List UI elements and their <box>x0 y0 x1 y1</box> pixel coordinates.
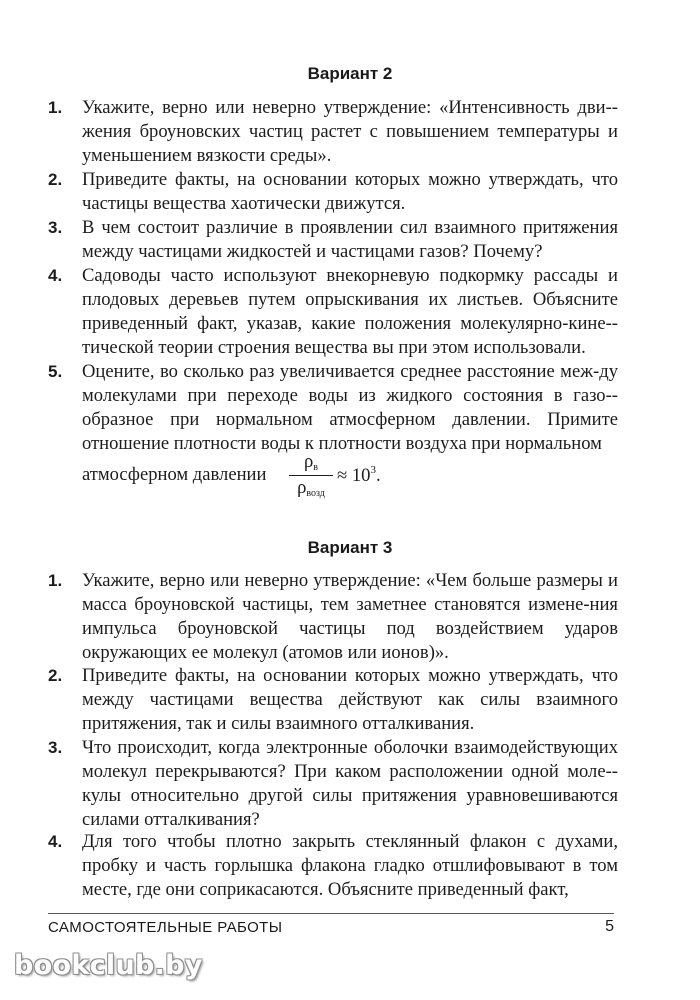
variant-3-task-1 <box>48 569 618 665</box>
formula-approx-value <box>337 464 381 487</box>
task-text: Укажите, верно или неверно утверждение: «Чем больше размеры и масса броуновской частицы, тем заметнее становятся измене-ния импульса броуновской частицы под воздействием ударов окружающих ее молекул (атомов или ионов)». <box>82 570 618 663</box>
task-text: Для того чтобы плотно закрыть стеклянный флакон с духами, пробку и часть горлышка флакона гладко отшлифовывают в том месте, где они соприкасаются. Объясните приведенный факт, <box>82 831 618 900</box>
task-number: 3. <box>48 738 63 757</box>
rho-water-subscript: в <box>313 462 318 473</box>
task-text: Оцените, во сколько раз увеличивается среднее расстояние меж-ду молекулами при переходе воды из жидкого состояния в газо-образное при нормальном атмосферном давлении. Примите отношение плотности воды к плотности воздуха при нормальном <box>82 361 618 454</box>
task-text: Садоводы часто используют внекорневую подкормку рассады и плодовых деревьев путем опрыскивания их листьев. Объясните приведенный факт, указав, какие положения молекулярно-кине-тической теории строения вещества вы при этом использовали. <box>82 265 618 358</box>
task-number: 2. <box>48 170 63 189</box>
task-text: В чем состоит различие в проявлении сил взаимного притяжения между частицами жидкостей и частицами газов? Почему? <box>82 217 618 262</box>
watermark-logo: bookclub.by <box>14 950 203 981</box>
variant-2-task-2 <box>48 168 618 216</box>
variant-3-heading: Вариант 3 <box>307 538 393 557</box>
rho-air-subscript: возд <box>306 488 325 499</box>
variant-3-task-4 <box>48 830 618 902</box>
approx-base: ≈ 10 <box>337 465 371 486</box>
task-number: 3. <box>48 218 63 237</box>
formula-lead-text: атмосферном давлении <box>82 464 267 485</box>
task-number: 5. <box>48 362 63 381</box>
approx-exponent: 3 <box>370 464 376 476</box>
page-number: 5 <box>605 918 614 935</box>
task-number: 1. <box>48 98 63 117</box>
task-number: 2. <box>48 666 63 685</box>
formula-period: . <box>375 465 381 486</box>
fraction-denominator <box>289 477 333 505</box>
task-text: Что происходит, когда электронные оболочки взаимодействующих молекул перекрываются? При каком расположении одной моле-кулы относительно другой силы притяжения уравновешиваются силами отталкивания? <box>82 737 618 830</box>
fraction-bar <box>289 475 333 476</box>
task-text: Приведите факты, на основании которых можно утверждать, что частицы вещества хаотически движутся. <box>82 169 618 214</box>
variant-3-task-3 <box>48 736 618 832</box>
task-number: 1. <box>48 571 63 590</box>
variant-3-task-2 <box>48 664 618 736</box>
task-text: Укажите, верно или неверно утверждение: «Интенсивность дви-жения броуновских частиц растет с повышением температуры и уменьшением вязкости среды». <box>82 97 618 166</box>
rho-water-symbol: ρ <box>303 451 314 472</box>
variant-2-task-4 <box>48 264 618 360</box>
variant-2-heading: Вариант 2 <box>307 64 393 83</box>
variant-2-task-1 <box>48 96 618 168</box>
task-number: 4. <box>48 266 63 285</box>
variant-2-task-5 <box>48 360 618 456</box>
variant-2-task-3 <box>48 216 618 264</box>
footer-divider <box>48 913 614 914</box>
rho-air-symbol: ρ <box>297 477 307 498</box>
task-text: Приведите факты, на основании которых можно утверждать, что между частицами вещества действуют как силы взаимного притяжения, так и силы взаимного отталкивания. <box>82 665 618 734</box>
running-footer-title: САМОСТОЯТЕЛЬНЫЕ РАБОТЫ <box>48 919 283 936</box>
task-number: 4. <box>48 832 63 851</box>
density-ratio-formula <box>82 451 602 511</box>
